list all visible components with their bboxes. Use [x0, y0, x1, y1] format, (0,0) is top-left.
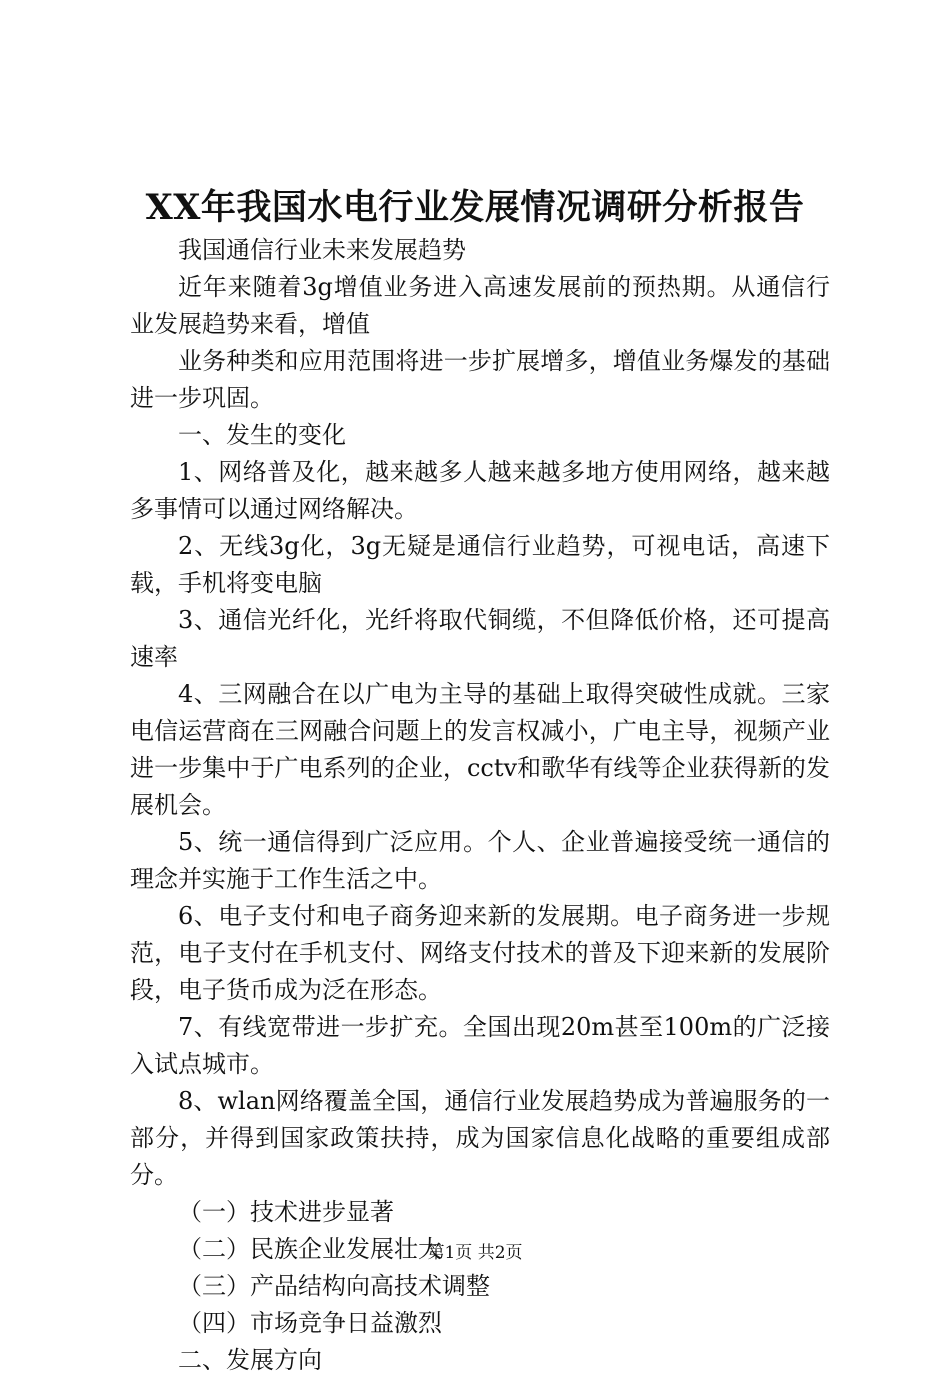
sub-heading: （三）产品结构向高技术调整 — [178, 1272, 490, 1300]
document-title: XX年我国水电行业发展情况调研分析报告 — [145, 187, 805, 228]
paragraph: 近年来随着3g增值业务进入高速发展前的预热期。从通信行业发展趋势来看，增值 — [130, 273, 830, 338]
list-item: 8、wlan网络覆盖全国，通信行业发展趋势成为普遍服务的一部分，并得到国家政策扶持，成为国家信息化战略的重要组成部分。 — [130, 1087, 830, 1189]
section-heading: 一、发生的变化 — [178, 421, 346, 449]
paragraph: 业务种类和应用范围将进一步扩展增多，增值业务爆发的基础进一步巩固。 — [130, 347, 830, 412]
paragraph-subtitle: 我国通信行业未来发展趋势 — [178, 236, 466, 264]
document-body — [130, 232, 830, 1379]
sub-heading: （四）市场竞争日益激烈 — [178, 1309, 442, 1337]
list-item: 5、统一通信得到广泛应用。个人、企业普遍接受统一通信的理念并实施于工作生活之中。 — [130, 828, 830, 893]
page-footer: 第1页 共2页 — [427, 1243, 523, 1263]
list-item: 1、网络普及化，越来越多人越来越多地方使用网络，越来越多事情可以通过网络解决。 — [130, 458, 830, 523]
list-item: 4、三网融合在以广电为主导的基础上取得突破性成就。三家电信运营商在三网融合问题上的发言权减小，广电主导，视频产业进一步集中于广电系列的企业，cctv和歌华有线等企业获得新的发展机会。 — [130, 680, 830, 819]
list-item: 2、无线3g化，3g无疑是通信行业趋势，可视电话，高速下载，手机将变电脑 — [130, 532, 830, 597]
sub-heading: （一）技术进步显著 — [178, 1198, 394, 1226]
list-item: 3、通信光纤化，光纤将取代铜缆，不但降低价格，还可提高速率 — [130, 606, 830, 671]
sub-heading: （二）民族企业发展壮大 — [178, 1235, 442, 1263]
section-heading: 二、发展方向 — [178, 1346, 322, 1374]
list-item: 7、有线宽带进一步扩充。全国出现20m甚至100m的广泛接入试点城市。 — [130, 1013, 830, 1078]
list-item: 6、电子支付和电子商务迎来新的发展期。电子商务进一步规范，电子支付在手机支付、网络支付技术的普及下迎来新的发展阶段，电子货币成为泛在形态。 — [130, 902, 830, 1004]
